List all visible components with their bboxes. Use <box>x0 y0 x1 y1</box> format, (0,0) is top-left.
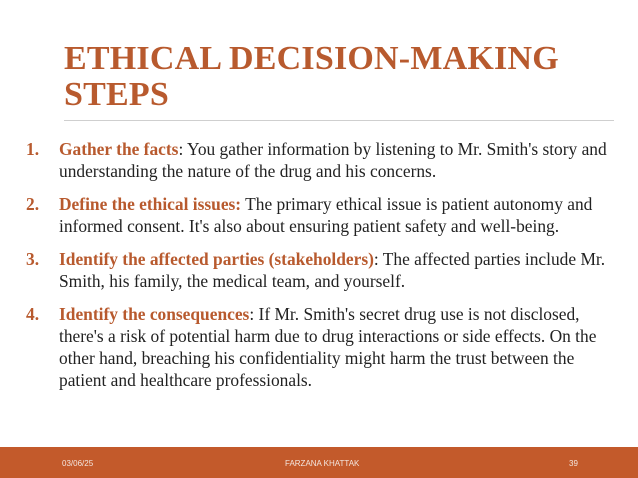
page-number: 39 <box>569 459 578 468</box>
title-divider <box>64 120 614 121</box>
step-number: 1. <box>26 139 40 159</box>
step-heading: Define the ethical issues: <box>59 194 242 214</box>
list-item <box>26 138 616 182</box>
list-item <box>26 193 616 237</box>
step-heading: Gather the facts <box>59 139 179 159</box>
step-number: 2. <box>26 194 40 214</box>
step-text: You gather information by listening to Mr. Smith's story and understanding the nature of the drug and his concerns. <box>59 139 607 181</box>
list-item <box>26 303 616 391</box>
step-heading: Identify the consequences <box>59 304 250 324</box>
step-number: 3. <box>26 249 40 269</box>
step-number: 4. <box>26 304 40 324</box>
step-separator: : <box>178 139 184 159</box>
list-item <box>26 248 616 292</box>
footer-date: 03/06/25 <box>62 459 94 468</box>
step-text: The affected parties include Mr. Smith, his family, the medical team, and yourself. <box>59 249 606 291</box>
slide-title: ETHICAL DECISION-MAKING STEPS <box>64 40 559 113</box>
footer-bar <box>0 447 638 478</box>
step-text: If Mr. Smith's secret drug use is not disclosed, there's a risk of potential harm due to drug interactions or side effects. On the other hand, breaching his confidentiality might harm the trust between the patient and healthcare professionals. <box>59 304 597 390</box>
steps-list <box>26 138 616 402</box>
step-separator: : <box>249 304 255 324</box>
step-text: The primary ethical issue is patient autonomy and informed consent. It's also about ensuring patient safety and well-being. <box>59 194 593 236</box>
step-separator: : <box>373 249 379 269</box>
step-heading: Identify the affected parties (stakeholders) <box>59 249 374 269</box>
footer-author: FARZANA KHATTAK <box>285 459 360 468</box>
